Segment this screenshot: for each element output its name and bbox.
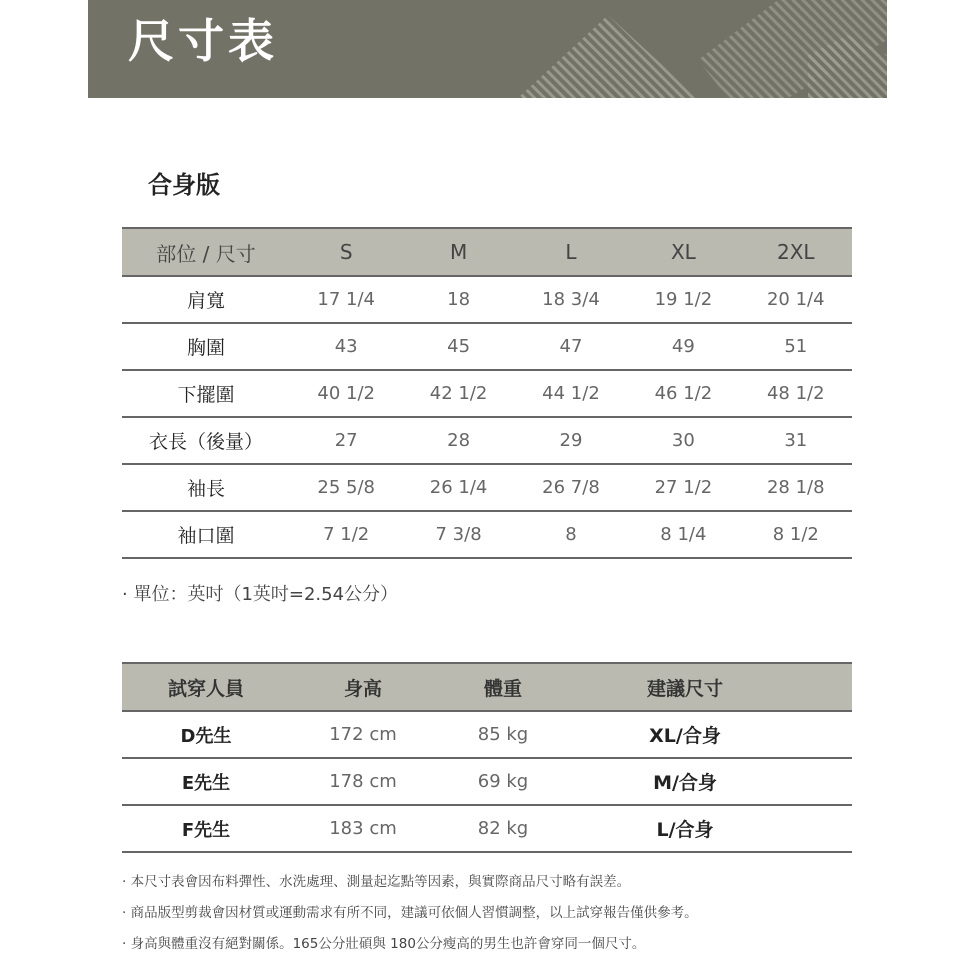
size-header: XL xyxy=(627,228,739,276)
size-row xyxy=(122,276,852,323)
measurement-value: 8 1/2 xyxy=(740,511,852,558)
measurement-value: 49 xyxy=(627,323,739,370)
measurement-value: 17 1/4 xyxy=(290,276,402,323)
measurement-value: 45 xyxy=(402,323,514,370)
tester-empty-cell xyxy=(800,805,852,852)
size-row xyxy=(122,323,852,370)
tester-recommended-size: M/合身 xyxy=(570,758,800,805)
page-title: 尺寸表 xyxy=(128,14,278,68)
tester-name: F先生 xyxy=(122,805,290,852)
tester-height: 178 cm xyxy=(290,758,436,805)
note-line: · 商品版型剪裁會因材質或運動需求有所不同，建議可依個人習慣調整，以上試穿報告僅供參考。 xyxy=(122,905,698,921)
measurement-value: 43 xyxy=(290,323,402,370)
measurement-value: 44 1/2 xyxy=(515,370,627,417)
measurement-value: 48 1/2 xyxy=(740,370,852,417)
tester-weight: 82 kg xyxy=(436,805,570,852)
size-header: 2XL xyxy=(740,228,852,276)
tester-row xyxy=(122,711,852,758)
tester-table xyxy=(122,662,852,853)
tester-weight: 69 kg xyxy=(436,758,570,805)
measurement-label: 肩寬 xyxy=(122,276,290,323)
measurement-value: 25 5/8 xyxy=(290,464,402,511)
tester-name: D先生 xyxy=(122,711,290,758)
measurement-label: 袖長 xyxy=(122,464,290,511)
note-line: · 本尺寸表會因布料彈性、水洗處理、測量起迄點等因素，與實際商品尺寸略有誤差。 xyxy=(122,874,631,890)
size-row xyxy=(122,464,852,511)
measurement-label: 衣長（後量） xyxy=(122,417,290,464)
tester-weight: 85 kg xyxy=(436,711,570,758)
fit-title: 合身版 xyxy=(148,171,220,199)
measurement-value: 8 xyxy=(515,511,627,558)
measurement-value: 26 1/4 xyxy=(402,464,514,511)
measurement-value: 26 7/8 xyxy=(515,464,627,511)
tester-height: 172 cm xyxy=(290,711,436,758)
tester-recommended-size: L/合身 xyxy=(570,805,800,852)
tester-header-row xyxy=(122,663,852,711)
note-line: · 身高與體重沒有絕對關係。165公分壯碩與 180公分瘦高的男生也許會穿同一個尺寸。 xyxy=(122,936,646,952)
measurement-value: 28 xyxy=(402,417,514,464)
tester-header: 體重 xyxy=(436,663,570,711)
measurement-value: 27 xyxy=(290,417,402,464)
size-table xyxy=(122,227,852,559)
tester-header: 身高 xyxy=(290,663,436,711)
tester-header-empty xyxy=(800,663,852,711)
measurement-value: 20 1/4 xyxy=(740,276,852,323)
measurement-value: 28 1/8 xyxy=(740,464,852,511)
size-header: M xyxy=(402,228,514,276)
measurement-value: 29 xyxy=(515,417,627,464)
notes xyxy=(122,872,882,965)
measurement-value: 7 3/8 xyxy=(402,511,514,558)
measurement-value: 8 1/4 xyxy=(627,511,739,558)
tester-height: 183 cm xyxy=(290,805,436,852)
size-row xyxy=(122,370,852,417)
tester-name: E先生 xyxy=(122,758,290,805)
measurement-value: 46 1/2 xyxy=(627,370,739,417)
tester-row xyxy=(122,758,852,805)
measurement-value: 31 xyxy=(740,417,852,464)
tester-header: 試穿人員 xyxy=(122,663,290,711)
measurement-label: 袖口圍 xyxy=(122,511,290,558)
header-banner xyxy=(88,0,887,98)
measurement-value: 18 3/4 xyxy=(515,276,627,323)
corner-label: 部位 / 尺寸 xyxy=(122,228,290,276)
measurement-label: 下擺圍 xyxy=(122,370,290,417)
measurement-value: 27 1/2 xyxy=(627,464,739,511)
unit-note: · 單位：英吋（1英吋=2.54公分） xyxy=(122,584,399,605)
size-row xyxy=(122,511,852,558)
tester-row xyxy=(122,805,852,852)
measurement-value: 40 1/2 xyxy=(290,370,402,417)
size-header: S xyxy=(290,228,402,276)
measurement-value: 51 xyxy=(740,323,852,370)
tester-empty-cell xyxy=(800,711,852,758)
measurement-value: 18 xyxy=(402,276,514,323)
measurement-value: 42 1/2 xyxy=(402,370,514,417)
measurement-value: 30 xyxy=(627,417,739,464)
tester-empty-cell xyxy=(800,758,852,805)
tester-recommended-size: XL/合身 xyxy=(570,711,800,758)
measurement-value: 19 1/2 xyxy=(627,276,739,323)
tester-header: 建議尺寸 xyxy=(570,663,800,711)
size-row xyxy=(122,417,852,464)
size-header: L xyxy=(515,228,627,276)
measurement-value: 7 1/2 xyxy=(290,511,402,558)
size-header-row xyxy=(122,228,852,276)
measurement-label: 胸圍 xyxy=(122,323,290,370)
measurement-value: 47 xyxy=(515,323,627,370)
